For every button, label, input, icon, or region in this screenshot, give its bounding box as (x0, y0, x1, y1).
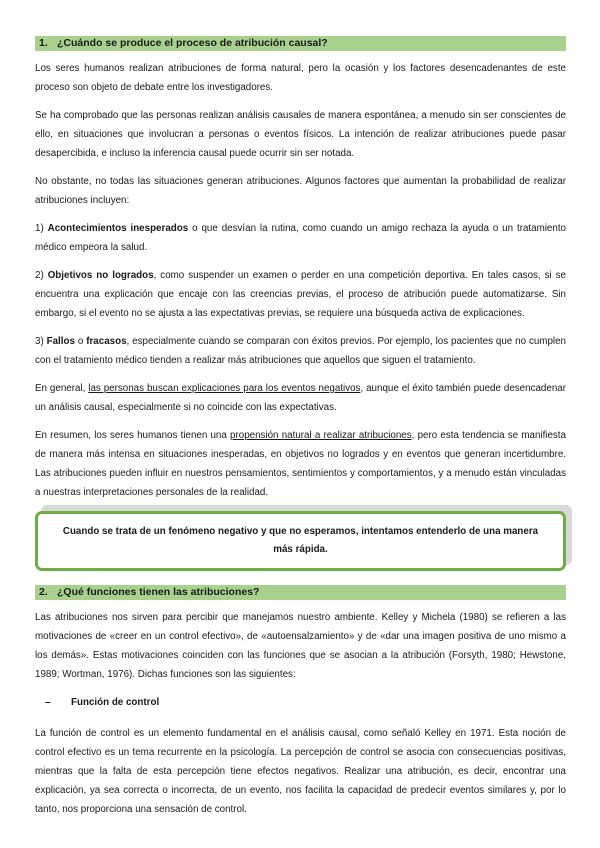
paragraph: Los seres humanos realizan atribuciones de forma natural, pero la ocasión y los factores desencadenantes de este proceso son objeto de debate entre los investigadores. (35, 63, 566, 93)
subheading-label: Función de control (71, 697, 160, 708)
underlined-phrase: propensión natural a realizar atribuciones (230, 430, 412, 441)
bold-term: Objetivos no logrados (47, 270, 154, 281)
section-title: ¿Cuándo se produce el proceso de atribución causal? (57, 37, 328, 49)
text: , pero esta tendencia se manifiesta de manera más intensa en situaciones inesperadas, en objetivos no logrados y en eventos que generan incertidumbre. Las atribuciones pueden influir en nuestros pensamientos, sentimientos y comportamientos, y a menudo están vinculadas a nuestras interpretaciones personales de la realidad. (35, 430, 566, 498)
paragraph: Se ha comprobado que las personas realizan análisis causales de manera espontánea, a menudo sin ser conscientes de ello, en situaciones que involucran a personas o eventos físicos. La intención de realizar atribuciones puede pasar desapercibida, e incluso la inferencia causal puede ocurrir sin ser notada. (35, 110, 566, 159)
subheading (45, 693, 566, 712)
document-page (35, 36, 566, 828)
item-number: 2) (35, 270, 48, 281)
list-item (35, 219, 566, 257)
text: , aunque el éxito también puede desencadenar un análisis causal, especialmente si no coincide con las expectativas. (35, 383, 566, 413)
dash-bullet: – (45, 697, 51, 708)
paragraph: La función de control es un elemento fundamental en el análisis causal, como señaló Kelley en 1971. Esta noción de control efectivo es un tema recurrente en la psicología. La percepción de control se asocia con consecuencias positivas, mientras que la falta de esta percepción tiene efectos negativos. Realizar una atribución, es decir, encontrar una explicación, ya sea correcta o incorrecta, de un evento, nos facilita la capacidad de predecir eventos similares y, por lo tanto, nos proporciona una sensación de control. (35, 728, 566, 815)
item-text: o que desvían la rutina, como cuando un amigo rechaza la ayuda o un tratamiento médico empeora la salud. (35, 223, 566, 253)
bold-term: Fallos (46, 336, 75, 347)
text: En resumen, los seres humanos tienen una (35, 430, 231, 441)
text: En general, (35, 383, 89, 394)
item-text: , especialmente cuando se comparan con éxitos previos. Por ejemplo, los pacientes que no cumplen con el tratamiento médico tienden a realizar más atribuciones que aquellos que siguen el tratamiento. (35, 336, 566, 366)
item-text: o (74, 336, 87, 347)
list-item (35, 332, 566, 370)
section-heading-1 (35, 36, 566, 51)
section-number: 2. (39, 586, 48, 598)
bold-term: Acontecimientos inesperados (47, 223, 189, 234)
paragraph (35, 379, 566, 417)
item-number: 1) (35, 223, 48, 234)
paragraph: No obstante, no todas las situaciones generan atribuciones. Algunos factores que aumentan la probabilidad de realizar atribuciones incluyen: (35, 176, 566, 206)
callout-box (35, 511, 566, 571)
item-text: , como suspender un examen o perder en una competición deportiva. En tales casos, si se encuentra una explicación que encaje con las creencias previas, el proceso de atribución puede automatizarse. Sin embargo, si el evento no se ajusta a las expectativas previas, se requiere una búsqueda activa de explicaciones. (35, 270, 566, 319)
paragraph: Las atribuciones nos sirven para percibir que manejamos nuestro ambiente. Kelley y Michela (1980) se refieren a las motivaciones de «creer en un control efectivo», de «autoensalzamiento» y de «dar una imagen positiva de uno mismo a los demás». Estas motivaciones coinciden con las funciones que se asocian a la atribución (Forsyth, 1980; Hewstone, 1989; Wortman, 1976). Dichas funciones son las siguientes: (35, 612, 566, 680)
item-number: 3) (35, 336, 47, 347)
section-title: ¿Qué funciones tienen las atribuciones? (57, 586, 260, 598)
section-number: 1. (39, 37, 48, 49)
underlined-phrase: las personas buscan explicaciones para los eventos negativos (88, 383, 361, 394)
paragraph (35, 426, 566, 502)
bold-term: fracasos (86, 336, 127, 347)
callout-text: Cuando se trata de un fenómeno negativo y que no esperamos, intentamos entenderlo de una manera más rápida. (35, 511, 566, 571)
section-heading-2 (35, 585, 566, 600)
list-item (35, 266, 566, 323)
